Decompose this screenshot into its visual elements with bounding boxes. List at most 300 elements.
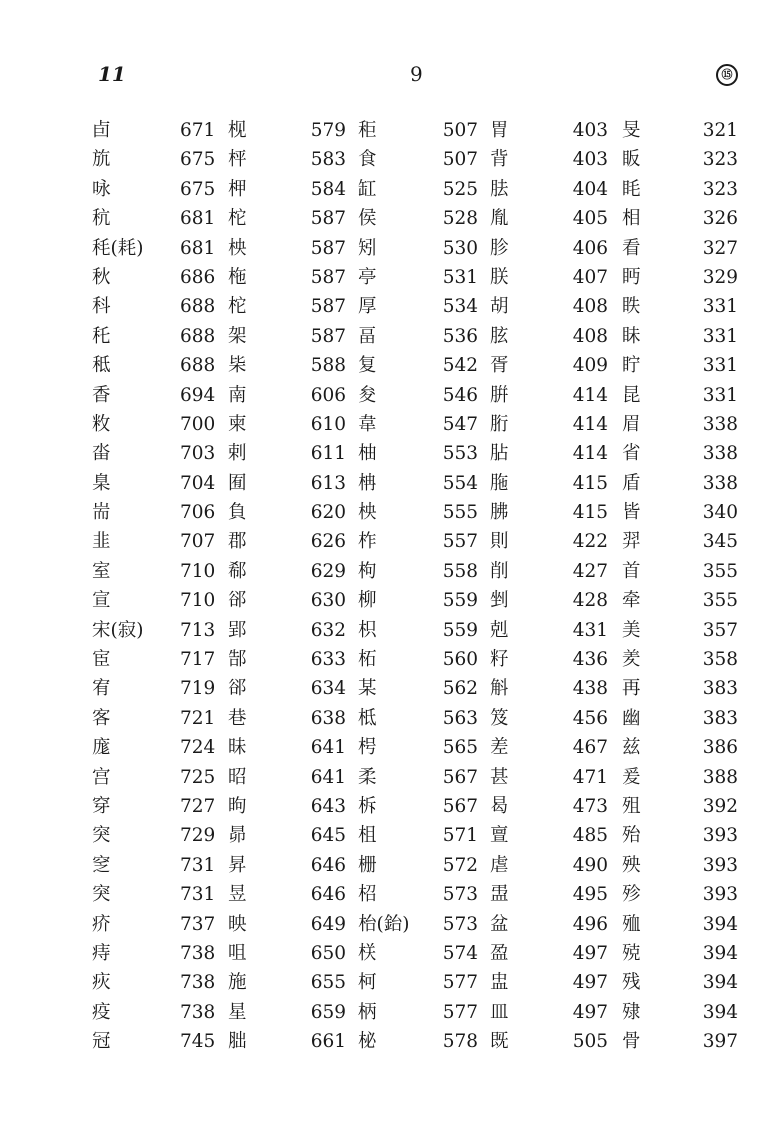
index-page-number: 681 — [180, 237, 216, 259]
index-character: 矧 — [358, 237, 377, 259]
index-row — [0, 498, 761, 527]
index-character: 枱(鈶) — [358, 913, 410, 935]
index-page-number: 321 — [702, 120, 738, 141]
index-row — [0, 263, 761, 292]
index-page-number: 567 — [442, 795, 478, 817]
index-character: 痔 — [92, 942, 111, 964]
index-page-number: 467 — [572, 737, 608, 759]
index-page-number: 553 — [442, 443, 478, 465]
index-character: 胥 — [490, 355, 509, 377]
index-page-number: 737 — [180, 913, 216, 935]
index-page-number: 408 — [572, 296, 608, 318]
index-character: 柍 — [228, 237, 247, 259]
index-page-number: 567 — [442, 766, 478, 788]
index-row — [0, 234, 761, 263]
index-character: 朕 — [490, 266, 509, 288]
index-page-number: 613 — [310, 472, 346, 494]
index-page-number: 554 — [442, 472, 478, 494]
index-character: 厚 — [358, 296, 377, 318]
index-page-number: 675 — [180, 178, 216, 200]
index-character: 南 — [228, 384, 247, 406]
index-character: 秋 — [92, 266, 111, 288]
index-character: 柚 — [358, 443, 377, 465]
index-page-number: 409 — [572, 355, 608, 377]
index-page-number: 587 — [310, 237, 346, 259]
index-character: 削 — [490, 560, 509, 582]
index-row — [0, 145, 761, 174]
index-page-number: 571 — [442, 825, 478, 847]
index-character: 差 — [490, 737, 509, 759]
index-page-number: 557 — [442, 531, 478, 553]
index-character: 昇 — [228, 854, 247, 876]
index-page-number: 577 — [442, 972, 478, 994]
index-character: 胡 — [490, 296, 509, 318]
index-page-number: 583 — [310, 149, 346, 171]
index-character: 秔 — [92, 208, 111, 230]
index-row — [0, 439, 761, 468]
index-page-number: 536 — [442, 325, 478, 347]
index-page-number: 587 — [310, 325, 346, 347]
index-page-number: 659 — [310, 1001, 346, 1023]
index-character: 亶 — [490, 825, 509, 847]
index-character: 眣 — [622, 296, 641, 318]
index-character: 宣 — [92, 590, 111, 612]
index-character: 疢 — [92, 972, 111, 994]
index-character: 巷 — [228, 707, 247, 729]
index-page-number: 721 — [180, 707, 216, 729]
index-character: 室 — [92, 560, 111, 582]
index-row — [0, 292, 761, 321]
index-character: 宦 — [92, 649, 111, 671]
index-page-number: 688 — [180, 296, 216, 318]
index-character: 突 — [92, 825, 111, 847]
index-character: 皆 — [622, 502, 641, 524]
index-page-number: 393 — [702, 825, 738, 847]
index-character: 胗 — [490, 237, 509, 259]
index-page-number: 717 — [180, 649, 216, 671]
index-row — [0, 674, 761, 703]
index-page-number: 496 — [572, 913, 608, 935]
index-character: 昆 — [622, 384, 641, 406]
index-page-number: 587 — [310, 208, 346, 230]
index-character: 香 — [92, 384, 111, 406]
index-page-number: 497 — [572, 972, 608, 994]
index-page-number: 534 — [442, 296, 478, 318]
index-row — [0, 175, 761, 204]
index-character: 殈 — [622, 913, 641, 935]
index-page-number: 626 — [310, 531, 346, 553]
index-page-number: 634 — [310, 678, 346, 700]
index-character: 窆 — [92, 854, 111, 876]
index-page-number: 565 — [442, 737, 478, 759]
index-character: 冠 — [92, 1031, 111, 1053]
index-character: 胐 — [228, 1031, 247, 1053]
index-row — [0, 704, 761, 733]
index-page-number: 394 — [702, 1001, 738, 1023]
index-character: 剌 — [228, 443, 247, 465]
index-row — [0, 586, 761, 615]
index-character: 卣 — [92, 120, 111, 141]
index-row — [0, 616, 761, 645]
index-page-number: 641 — [310, 737, 346, 759]
index-page-number: 530 — [442, 237, 478, 259]
index-character: 栅 — [358, 854, 377, 876]
index-character: 夋 — [358, 384, 377, 406]
index-page-number: 338 — [702, 413, 738, 435]
index-character: 疫 — [92, 1001, 111, 1023]
index-page-number: 415 — [572, 502, 608, 524]
index-character: 柤 — [358, 825, 377, 847]
index-page-number: 573 — [442, 884, 478, 906]
index-character: 胻 — [490, 413, 509, 435]
index-character: 背 — [490, 149, 509, 171]
index-page-number: 643 — [310, 795, 346, 817]
index-character: 缸 — [358, 178, 377, 200]
index-page-number: 438 — [572, 678, 608, 700]
index-page-number: 587 — [310, 266, 346, 288]
index-character: 柔 — [358, 766, 377, 788]
index-character: 美 — [622, 619, 641, 641]
index-page-number: 345 — [702, 531, 738, 553]
index-character: 秪 — [92, 355, 111, 377]
index-row — [0, 821, 761, 850]
index-character: 斛 — [490, 678, 509, 700]
index-page-number: 649 — [310, 913, 346, 935]
index-character: 郤 — [228, 590, 247, 612]
index-page-number: 661 — [310, 1031, 346, 1053]
index-page-number: 471 — [572, 766, 608, 788]
index-character: 胣 — [490, 472, 509, 494]
index-character: 食 — [358, 149, 377, 171]
index-row — [0, 763, 761, 792]
index-character: 籽 — [490, 649, 509, 671]
index-page-number: 562 — [442, 678, 478, 700]
index-character: 柁 — [228, 208, 247, 230]
index-page-number: 397 — [702, 1031, 738, 1053]
index-character: 客 — [92, 707, 111, 729]
index-page-number: 719 — [180, 678, 216, 700]
index-character: 枸 — [358, 560, 377, 582]
index-page-number: 700 — [180, 413, 216, 435]
index-page-number: 331 — [702, 355, 738, 377]
index-page-number: 704 — [180, 472, 216, 494]
index-character: 柯 — [358, 972, 377, 994]
index-page-number: 406 — [572, 237, 608, 259]
index-page-number: 641 — [310, 766, 346, 788]
index-page-number: 650 — [310, 942, 346, 964]
index-character: 宫 — [92, 766, 111, 788]
index-character: 郜 — [228, 649, 247, 671]
index-row — [0, 910, 761, 939]
index-character: 郤 — [228, 678, 247, 700]
page-section-number: 11 — [98, 62, 126, 86]
index-page-number: 546 — [442, 384, 478, 406]
index-page-number: 577 — [442, 1001, 478, 1023]
index-page-number: 706 — [180, 502, 216, 524]
index-character: 殃 — [622, 854, 641, 876]
index-page-number: 579 — [310, 120, 346, 141]
index-page-number: 355 — [702, 590, 738, 612]
index-character: 昧 — [228, 737, 247, 759]
index-page-number: 588 — [310, 355, 346, 377]
index-character: 眉 — [622, 413, 641, 435]
index-character: 虐 — [490, 854, 509, 876]
index-row — [0, 968, 761, 997]
index-page-number: 638 — [310, 707, 346, 729]
index-page-number: 327 — [702, 237, 738, 259]
index-character: 柙 — [228, 178, 247, 200]
index-character: 旻 — [622, 120, 641, 141]
index-page-number: 323 — [702, 178, 738, 200]
index-page-number: 563 — [442, 707, 478, 729]
index-page-number: 331 — [702, 296, 738, 318]
index-character: 盅 — [490, 972, 509, 994]
index-page-number: 703 — [180, 443, 216, 465]
index-character: 幽 — [622, 707, 641, 729]
index-character: 庬 — [92, 737, 111, 759]
index-page-number: 473 — [572, 795, 608, 817]
index-page-number: 611 — [310, 443, 346, 465]
index-character: 眅 — [622, 149, 641, 171]
index-page-number: 393 — [702, 884, 738, 906]
index-page-number: 323 — [702, 149, 738, 171]
index-page-number: 326 — [702, 208, 738, 230]
index-page-number: 407 — [572, 266, 608, 288]
index-page-number: 414 — [572, 384, 608, 406]
index-page-number: 392 — [702, 795, 738, 817]
index-page-number: 630 — [310, 590, 346, 612]
index-character: 星 — [228, 1001, 247, 1023]
circled-number-icon: ⑮ — [716, 64, 738, 86]
index-page-number: 738 — [180, 1001, 216, 1023]
index-page-number: 414 — [572, 443, 608, 465]
index-character: 穿 — [92, 795, 111, 817]
index-page-number: 507 — [442, 149, 478, 171]
index-page-number: 394 — [702, 972, 738, 994]
index-row — [0, 792, 761, 821]
index-page-number: 710 — [180, 560, 216, 582]
index-page-number: 710 — [180, 590, 216, 612]
index-character: 盆 — [490, 913, 509, 935]
index-character: 疥 — [92, 913, 111, 935]
index-character: 秅 — [92, 325, 111, 347]
index-character: 宥 — [92, 678, 111, 700]
index-character: 殄 — [622, 884, 641, 906]
index-page-number: 388 — [702, 766, 738, 788]
index-page-number: 495 — [572, 884, 608, 906]
index-page-number: 525 — [442, 178, 478, 200]
index-character: 亭 — [358, 266, 377, 288]
index-page-number: 610 — [310, 413, 346, 435]
page-header — [0, 62, 761, 92]
index-character: 胘 — [490, 325, 509, 347]
index-page-number: 338 — [702, 472, 738, 494]
index-page-number: 408 — [572, 325, 608, 347]
index-page-number: 578 — [442, 1031, 478, 1053]
index-character: 既 — [490, 1031, 509, 1053]
index-character: 映 — [228, 913, 247, 935]
index-page-number: 431 — [572, 619, 608, 641]
index-page-number: 572 — [442, 854, 478, 876]
index-character: 咏 — [92, 178, 111, 200]
index-row — [0, 204, 761, 233]
index-page-number: 383 — [702, 678, 738, 700]
index-character: 臬 — [92, 472, 111, 494]
index-page-number: 707 — [180, 531, 216, 553]
index-character: 盈 — [490, 942, 509, 964]
index-character: 柳 — [358, 590, 377, 612]
index-page-number: 427 — [572, 560, 608, 582]
index-row — [0, 880, 761, 909]
index-character: 骨 — [622, 1031, 641, 1053]
index-page-number: 729 — [180, 825, 216, 847]
index-row — [0, 469, 761, 498]
index-page-number: 436 — [572, 649, 608, 671]
index-character: 皿 — [490, 1001, 509, 1023]
index-page-number: 584 — [310, 178, 346, 200]
index-row — [0, 557, 761, 586]
index-page-number: 386 — [702, 737, 738, 759]
index-page-number: 745 — [180, 1031, 216, 1053]
index-character: 殆 — [622, 825, 641, 847]
index-character: 胃 — [490, 120, 509, 141]
index-character: 眛 — [622, 325, 641, 347]
index-character: 柲 — [358, 1031, 377, 1053]
index-character: 兹 — [622, 737, 641, 759]
index-page-number: 357 — [702, 619, 738, 641]
index-character: 枳 — [358, 619, 377, 641]
index-character: 爰 — [622, 766, 641, 788]
index-character: 眊 — [622, 178, 641, 200]
index-row — [0, 939, 761, 968]
index-character: 复 — [358, 355, 377, 377]
index-character: 郢 — [228, 619, 247, 641]
index-page-number: 531 — [442, 266, 478, 288]
index-page-number: 507 — [442, 120, 478, 141]
index-page-number: 629 — [310, 560, 346, 582]
index-character: 殔 — [622, 1001, 641, 1023]
index-character: 羿 — [622, 531, 641, 553]
index-page-number: 671 — [180, 120, 216, 141]
index-page-number: 694 — [180, 384, 216, 406]
index-page-number: 724 — [180, 737, 216, 759]
index-character: 首 — [622, 560, 641, 582]
index-character: 侯 — [358, 208, 377, 230]
index-page-number: 573 — [442, 913, 478, 935]
index-character: 枰 — [228, 149, 247, 171]
index-character: 咀 — [228, 942, 247, 964]
index-page-number: 731 — [180, 854, 216, 876]
index-page-number: 394 — [702, 913, 738, 935]
index-character: 柟 — [358, 472, 377, 494]
index-character: 耑 — [92, 502, 111, 524]
index-character: 秬 — [358, 120, 377, 141]
index-character: 看 — [622, 237, 641, 259]
index-character: 曷 — [490, 795, 509, 817]
index-character: 柘 — [358, 649, 377, 671]
index-page-number: 731 — [180, 884, 216, 906]
index-row — [0, 351, 761, 380]
index-character: 相 — [622, 208, 641, 230]
index-character: 柞 — [358, 531, 377, 553]
index-character: 昭 — [228, 766, 247, 788]
index-character: 宋(寂) — [92, 619, 144, 641]
index-character: 柢 — [358, 707, 377, 729]
index-page-number: 620 — [310, 502, 346, 524]
index-character: 省 — [622, 443, 641, 465]
index-page-number: 415 — [572, 472, 608, 494]
index-character: 羑 — [622, 649, 641, 671]
index-character: 負 — [228, 502, 247, 524]
index-character: 枵 — [358, 737, 377, 759]
index-row — [0, 733, 761, 762]
index-page-number: 675 — [180, 149, 216, 171]
index-page-number: 713 — [180, 619, 216, 641]
index-page-number: 727 — [180, 795, 216, 817]
index-page-number: 632 — [310, 619, 346, 641]
index-character: 柖 — [358, 884, 377, 906]
index-page-number: 505 — [572, 1031, 608, 1053]
index-character: 郗 — [228, 560, 247, 582]
index-page-number: 422 — [572, 531, 608, 553]
index-row — [0, 851, 761, 880]
index-character: 柝 — [358, 795, 377, 817]
index-character: 剉 — [490, 590, 509, 612]
index-character: 柂 — [228, 266, 247, 288]
index-character: 柁 — [228, 296, 247, 318]
index-character: 剋 — [490, 619, 509, 641]
index-character: 柍 — [358, 502, 377, 524]
index-page-number: 606 — [310, 384, 346, 406]
index-page-number: 686 — [180, 266, 216, 288]
index-character: 秏(耗) — [92, 237, 144, 259]
index-page-number: 340 — [702, 502, 738, 524]
index-character: 胋 — [490, 443, 509, 465]
index-page-number: 560 — [442, 649, 478, 671]
index-page-number: 542 — [442, 355, 478, 377]
index-character: 畓 — [92, 443, 111, 465]
index-character: 枧 — [228, 120, 247, 141]
index-row — [0, 527, 761, 556]
index-character: 架 — [228, 325, 247, 347]
index-page-number: 355 — [702, 560, 738, 582]
index-character: 笈 — [490, 707, 509, 729]
index-row — [0, 116, 761, 145]
index-row — [0, 645, 761, 674]
index-character: 枈 — [228, 355, 247, 377]
index-character: 突 — [92, 884, 111, 906]
index-character: 腁 — [490, 384, 509, 406]
index-page-number: 738 — [180, 942, 216, 964]
index-row — [0, 410, 761, 439]
index-character: 昴 — [228, 825, 247, 847]
index-character: 科 — [92, 296, 111, 318]
index-page-number: 688 — [180, 355, 216, 377]
page-number: 9 — [410, 62, 423, 86]
index-character: 昫 — [228, 795, 247, 817]
index-character: 囿 — [228, 472, 247, 494]
index-character: 眝 — [622, 355, 641, 377]
index-page-number: 393 — [702, 854, 738, 876]
index-page-number: 681 — [180, 208, 216, 230]
index-character: 柄 — [358, 1001, 377, 1023]
index-row — [0, 322, 761, 351]
index-page-number: 559 — [442, 590, 478, 612]
index-page-number: 404 — [572, 178, 608, 200]
index-page-number: 497 — [572, 1001, 608, 1023]
index-page-number: 383 — [702, 707, 738, 729]
index-character: 某 — [358, 678, 377, 700]
